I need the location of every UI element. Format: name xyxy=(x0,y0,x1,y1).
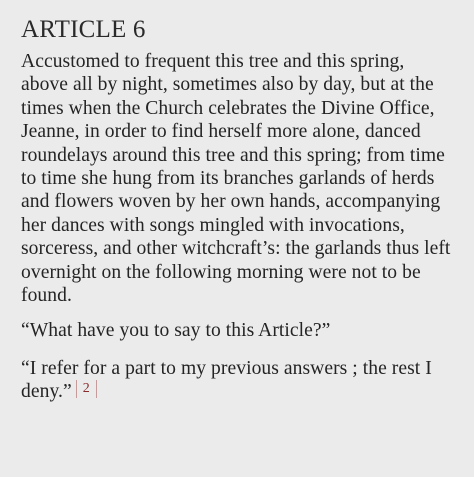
footnote-reference-link[interactable]: 2 xyxy=(76,380,97,398)
answer-paragraph xyxy=(21,357,456,404)
article-body: Accustomed to frequent this tree and this spring, above all by night, sometimes also by day, but at the times when the Church celebrates the Divine Office, Jeanne, in order to find herself more alone, danced roundelays around this tree and this spring; from time to time she hung from its branches garlands of herds and flowers woven by her own hands, accompanying her dances with songs mingled with invocations, sorceress, and other witchcraft’s: the garlands thus left overnight on the following morning were not to be found. xyxy=(21,51,451,307)
answer-text: “I refer for a part to my previous answers ; the rest I deny.” xyxy=(21,357,432,403)
question-paragraph: “What have you to say to this Article?” xyxy=(21,320,331,342)
article-heading: ARTICLE 6 xyxy=(21,16,146,43)
